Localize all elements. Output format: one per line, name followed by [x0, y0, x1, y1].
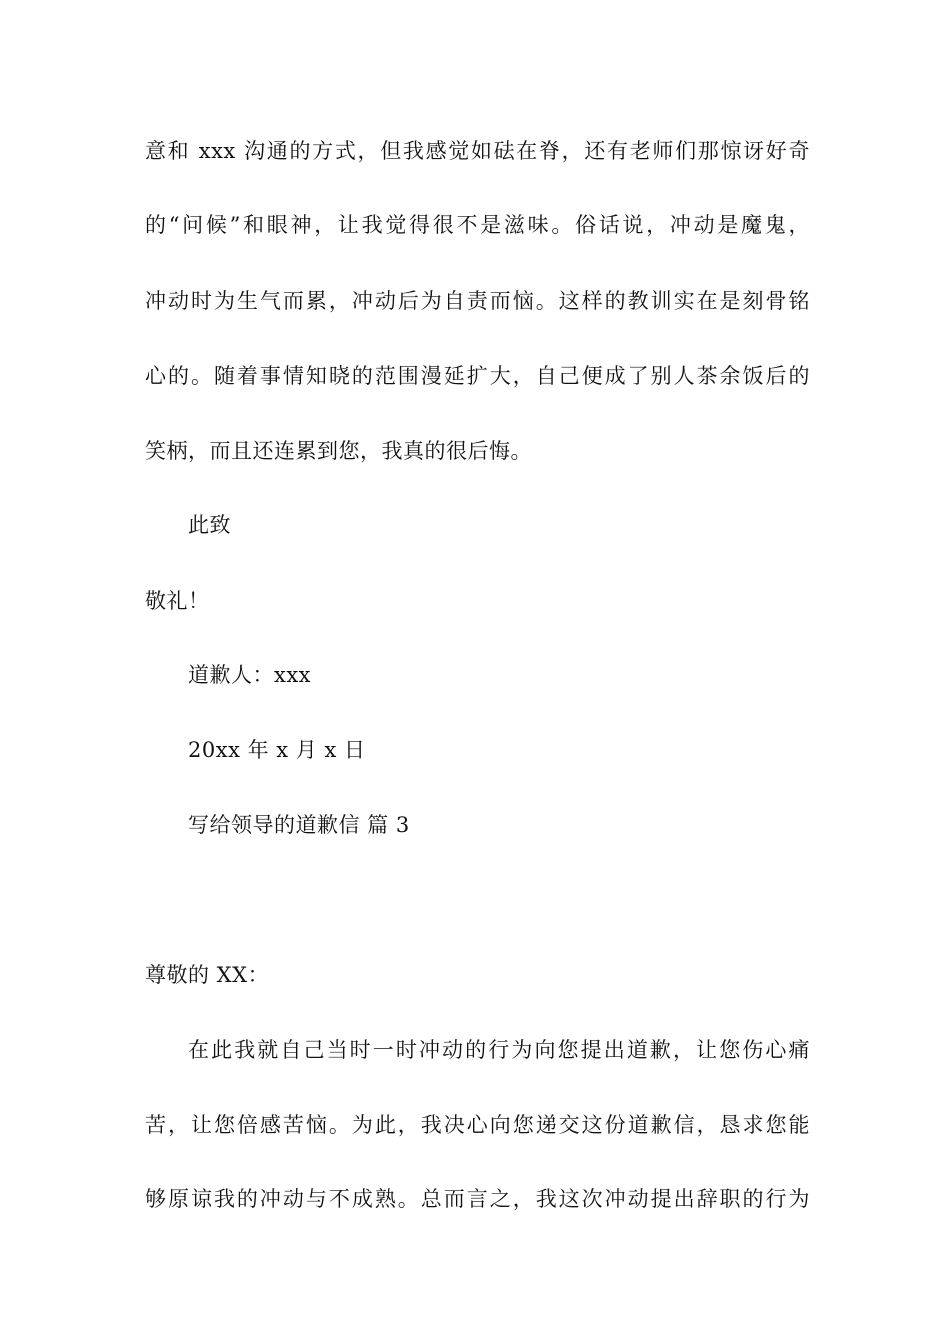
closing-phrase: 此致 [188, 513, 231, 537]
text-line: 在此我就自己当时一时冲动的行为向您提出道歉，让您伤心痛 [188, 1038, 810, 1062]
signature: 道歉人：xxx [188, 663, 312, 687]
text-line: 够原谅我的冲动与不成熟。总而言之，我这次冲动提出辞职的行为 [145, 1187, 810, 1211]
text-line: 冲动时为生气而累，冲动后为自责而恼。这样的教训实在是刻骨铭 [145, 289, 810, 313]
text-line: 意和 xxx 沟通的方式，但我感觉如砝在脊，还有老师们那惊讶好奇 [145, 139, 810, 163]
date: 20xx 年 x 月 x 日 [188, 738, 366, 762]
text-line: 笑柄，而且还连累到您，我真的很后悔。 [145, 439, 532, 463]
salute: 敬礼！ [145, 589, 210, 613]
section-title: 写给领导的道歉信 篇 3 [188, 813, 410, 837]
text-line: 心的。随着事情知晓的范围漫延扩大，自己便成了别人茶余饭后的 [145, 364, 810, 388]
greeting: 尊敬的 XX： [145, 963, 270, 987]
text-line: 苦，让您倍感苦恼。为此，我决心向您递交这份道歉信，恳求您能 [145, 1113, 810, 1137]
text-line: 的“问候”和眼神，让我觉得很不是滋味。俗话说，冲动是魔鬼， [145, 213, 810, 237]
